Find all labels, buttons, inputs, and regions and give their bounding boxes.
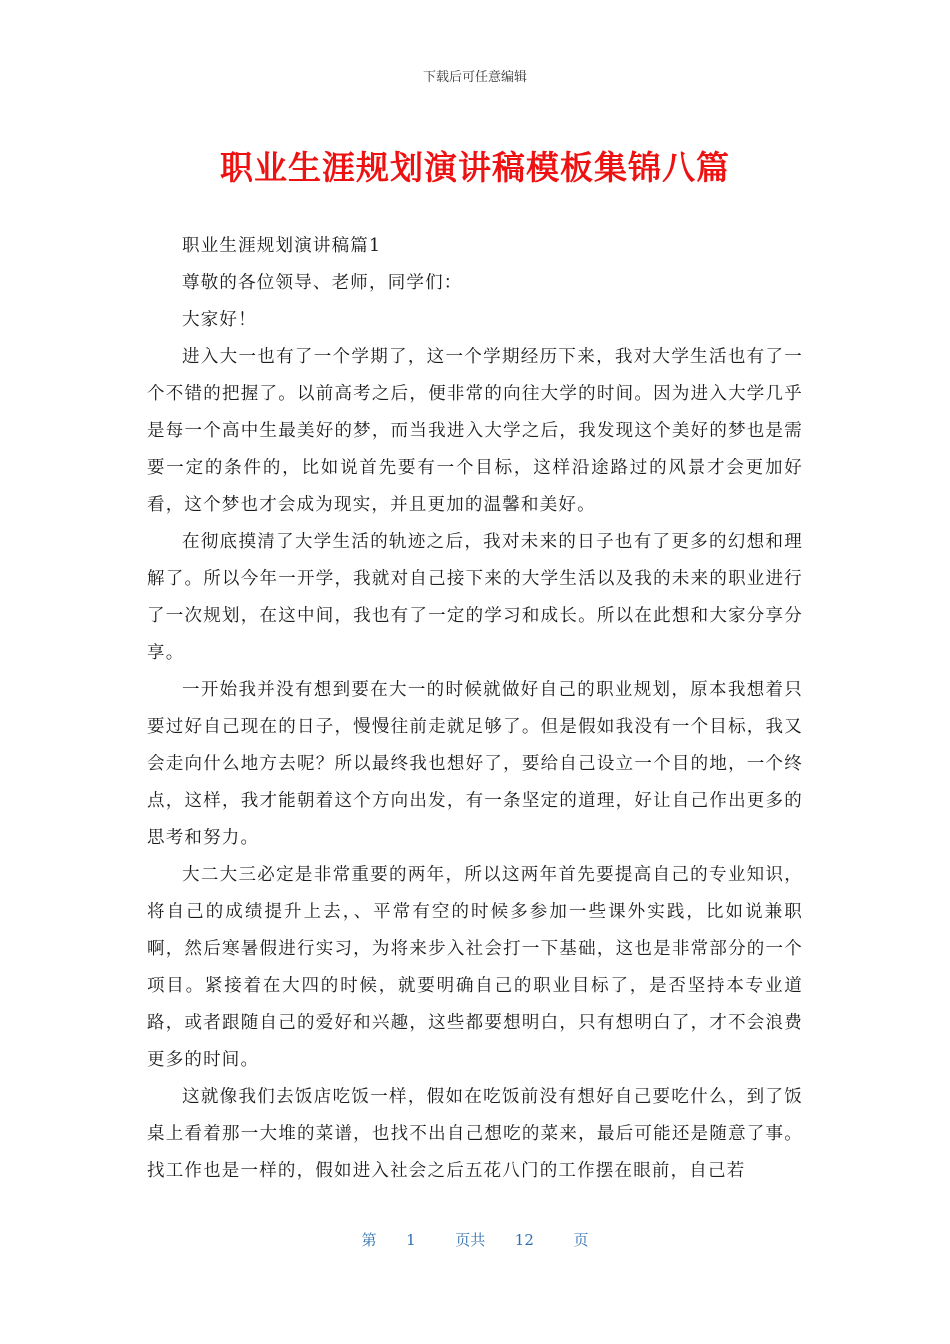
body-paragraph: 一开始我并没有想到要在大一的时候就做好自己的职业规划，原本我想着只要过好自己现在的日子，慢慢往前走就足够了。但是假如我没有一个目标，我又会走向什么地方去呢？所以最终我也想好了，要给自己设立一个目的地，一个终点，这样，我才能朝着这个方向出发，有一条坚定的道理，好让自己作出更多的思考和努力。 [147,680,803,848]
page-header-note: 下载后可任意编辑 [422,70,527,85]
page-footer [0,1229,950,1250]
footer-middle: 页共 [455,1231,486,1249]
body-paragraph: 大二大三必定是非常重要的两年，所以这两年首先要提高自己的专业知识，将自己的成绩提升上去，、平常有空的时候多参加一些课外实践，比如说兼职啊，然后寒暑假进行实习，为将来步入社会打一下基础，这也是非常部分的一个项目。紧接着在大四的时候，就要明确自己的职业目标了，是否坚持本专业道路，或者跟随自己的爱好和兴趣，这些都要想明白，只有想明白了，才不会浪费更多的时间。 [147,865,803,1070]
footer-suffix: 页 [573,1231,589,1249]
body-paragraph: 进入大一也有了一个学期了，这一个学期经历下来，我对大学生活也有了一个不错的把握了。以前高考之后，便非常的向往大学的时间。因为进入大学几乎是每一个高中生最美好的梦，而当我进入大学之后，我发现这个美好的梦也是需要一定的条件的，比如说首先要有一个目标，这样沿途路过的风景才会更加好看，这个梦也才会成为现实，并且更加的温馨和美好。 [147,347,803,515]
document-body [147,228,803,1190]
body-paragraph: 在彻底摸清了大学生活的轨迹之后，我对未来的日子也有了更多的幻想和理解了。所以今年一开学，我就对自己接下来的大学生活以及我的未来的职业进行了一次规划，在这中间，我也有了一定的学习和成长。所以在此想和大家分享分享。 [147,532,803,663]
footer-current-page: 1 [406,1231,416,1249]
footer-total-pages: 12 [514,1231,534,1249]
greeting: 大家好！ [182,310,257,330]
salutation: 尊敬的各位领导、老师，同学们： [182,273,463,293]
footer-prefix: 第 [361,1231,377,1249]
section-heading: 职业生涯规划演讲稿篇1 [182,236,382,256]
document-title: 职业生涯规划演讲稿模板集锦八篇 [220,148,730,187]
body-paragraph: 这就像我们去饭店吃饭一样，假如在吃饭前没有想好自己要吃什么，到了饭桌上看着那一大堆的菜谱，也找不出自己想吃的菜来，最后可能还是随意了事。找工作也是一样的，假如进入社会之后五花八门的工作摆在眼前，自己若 [147,1087,803,1181]
